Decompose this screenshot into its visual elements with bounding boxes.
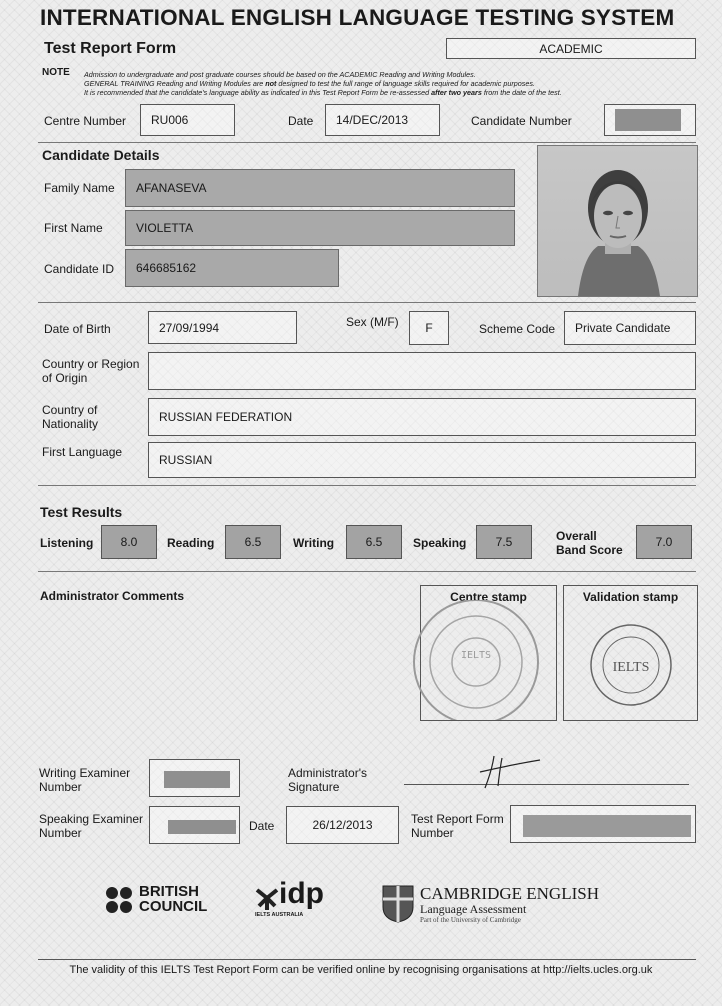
idp-logo [255, 877, 335, 920]
british-council-text: BRITISH [139, 883, 199, 900]
idp-mark-icon [255, 886, 279, 912]
cambridge-shield-icon [382, 885, 414, 923]
form-title: Test Report Form [44, 40, 177, 57]
reading-label: Reading [167, 536, 215, 550]
validation-stamp-text: IELTS [612, 660, 650, 675]
date-2-field: 26/12/2013 [286, 806, 399, 844]
footer-divider [38, 959, 696, 960]
trf-number-label: Test Report Form Number [411, 812, 504, 840]
writing-examiner-label: Writing Examiner Number [39, 766, 131, 794]
family-name-field: AFANASEVA [125, 169, 515, 207]
writing-score: 6.5 [346, 525, 402, 559]
date-of-birth-label: Date of Birth [44, 322, 111, 336]
note-line-3: It is recommended that the candidate's language ability as indicated in this Test Report Form be re-assessed after two years from the date of the test. [84, 88, 562, 97]
redaction-block [164, 771, 230, 788]
first-language-label: First Language [42, 445, 123, 459]
validation-stamp-label: Validation stamp [582, 590, 679, 604]
test-results-heading: Test Results [40, 504, 123, 520]
candidate-photo [537, 145, 698, 297]
candidate-number-field [604, 104, 696, 136]
centre-stamp-label: Centre stamp [450, 590, 527, 604]
candidate-id-label: Candidate ID [44, 262, 115, 276]
country-of-origin-field [148, 352, 696, 390]
administrator-comments-label: Administrator Comments [40, 589, 185, 603]
note-line-2: GENERAL TRAINING Reading and Writing Modules are not designed to test the full range of language skills required for academic purposes. [84, 79, 535, 88]
divider [38, 302, 696, 303]
signature-scribble [470, 750, 560, 792]
british-council-dots-icon [105, 886, 135, 916]
overall-band-score: 7.0 [636, 525, 692, 559]
administrator-signature-label: Administrator's Signature [288, 766, 367, 794]
divider [38, 485, 696, 486]
centre-stamp-box [420, 585, 557, 721]
british-council-text-2: COUNCIL [139, 898, 208, 915]
listening-score: 8.0 [101, 525, 157, 559]
scheme-code-field: Private Candidate [564, 311, 696, 345]
first-name-label: First Name [44, 221, 103, 235]
validation-stamp-seal [582, 616, 680, 714]
reading-score: 6.5 [225, 525, 281, 559]
cambridge-subtext-2: Part of the University of Cambridge [420, 916, 521, 924]
writing-examiner-field [149, 759, 240, 797]
cambridge-subtext: Language Assessment [420, 902, 527, 916]
centre-stamp-text: IELTS [460, 650, 492, 661]
speaking-examiner-label: Speaking Examiner Number [39, 812, 144, 840]
candidate-id-field: 646685162 [125, 249, 339, 287]
overall-band-label: Overall Band Score [556, 529, 623, 557]
nationality-field: RUSSIAN FEDERATION [148, 398, 696, 436]
date-label: Date [288, 114, 314, 128]
nationality-label: Country of Nationality [42, 403, 99, 431]
date-2-label: Date [249, 819, 275, 833]
candidate-details-heading: Candidate Details [42, 147, 160, 163]
sex-field: F [409, 311, 449, 345]
centre-number-label: Centre Number [44, 114, 127, 128]
divider [38, 142, 696, 143]
candidate-number-label: Candidate Number [471, 114, 572, 128]
centre-stamp-seal [406, 600, 556, 720]
redaction-block [523, 815, 691, 837]
portrait-image [538, 146, 697, 296]
listening-label: Listening [40, 536, 94, 550]
centre-number-field: RU006 [140, 104, 235, 136]
idp-subtext: IELTS AUSTRALIA [255, 912, 304, 918]
cambridge-text: CAMBRIDGE ENGLISH [420, 884, 599, 903]
note-line-1: Admission to undergraduate and post graduate courses should be based on the ACADEMIC Reading and Writing Modules. [84, 70, 476, 79]
country-of-origin-label: Country or Region of Origin [42, 357, 140, 385]
first-name-field: VIOLETTA [125, 210, 515, 246]
date-of-birth-field: 27/09/1994 [148, 311, 297, 344]
speaking-label: Speaking [413, 536, 467, 550]
speaking-examiner-field [149, 806, 240, 844]
trf-number-field [510, 805, 696, 843]
divider [38, 571, 696, 572]
note-label: NOTE [42, 67, 70, 78]
cambridge-logo [382, 885, 622, 925]
footer-text: The validity of this IELTS Test Report Form can be verified online by recognising organisations at http://ielts.ucles.org.uk [69, 964, 653, 976]
redaction-block [168, 820, 236, 834]
module-box: ACADEMIC [446, 38, 696, 59]
validation-stamp-box [563, 585, 698, 721]
scheme-code-label: Scheme Code [479, 322, 556, 336]
date-field: 14/DEC/2013 [325, 104, 440, 136]
document-title: INTERNATIONAL ENGLISH LANGUAGE TESTING SYSTEM [40, 5, 675, 30]
first-language-field: RUSSIAN [148, 442, 696, 478]
writing-label: Writing [293, 536, 335, 550]
family-name-label: Family Name [44, 181, 115, 195]
speaking-score: 7.5 [476, 525, 532, 559]
sex-label: Sex (M/F) [346, 315, 399, 329]
redaction-block [615, 109, 681, 131]
idp-text: idp [279, 877, 324, 910]
